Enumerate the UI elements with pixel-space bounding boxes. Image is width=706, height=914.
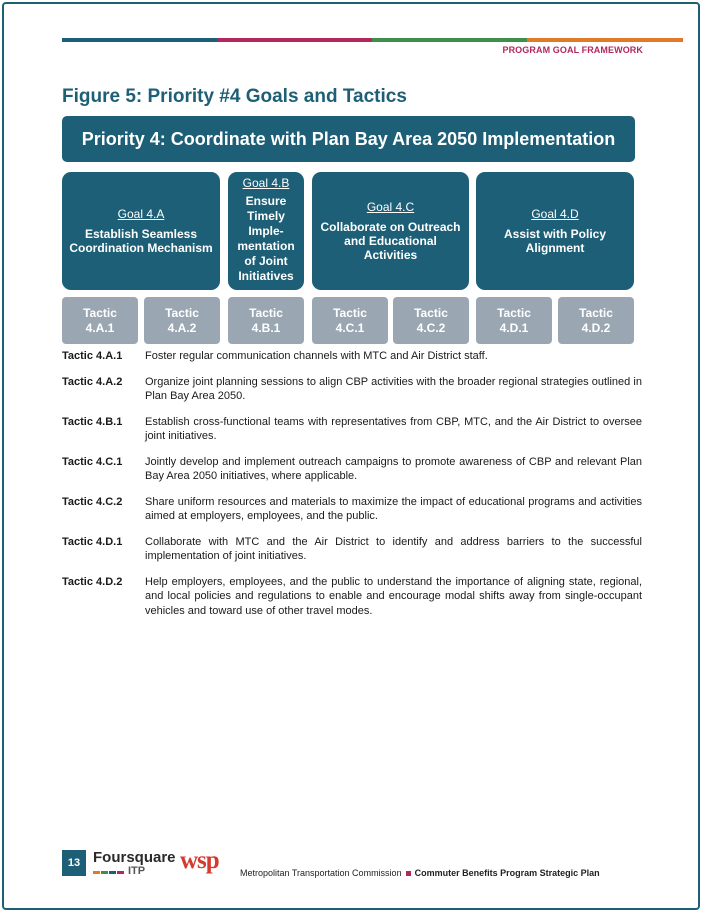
header-rule-blue (62, 38, 217, 42)
logo-itp-text: ITP (128, 865, 146, 877)
tactic-label: Tactic 4.D.2 (62, 575, 123, 588)
tactic-text: Share uniform resources and materials to maximize the impact of educational programs and activities aimed at employers, employees, and the public. (145, 495, 642, 522)
tactic-row (62, 535, 642, 564)
logo-foursquare-text: Foursquare (93, 849, 176, 866)
tactic-label: Tactic 4.A.1 (62, 350, 123, 362)
tactic-text: Organize joint planning sessions to align CBP activities with the broader regional strategies outlined in Plan Bay Area 2050. (145, 375, 642, 402)
goal-text: Establish Seamless Coordination Mechanism (69, 227, 213, 255)
footer-plan-name: Commuter Benefits Program Strategic Plan (414, 868, 600, 878)
footer-organization: Metropolitan Transportation Commission (240, 868, 402, 878)
separator-square-icon (406, 871, 411, 876)
goal-text: Collaborate on Outreach and Educational Activities (320, 220, 461, 262)
goal-label: Goal 4.D (531, 207, 579, 221)
goal-label: Goal 4.B (242, 176, 290, 190)
logo-bars-icon (93, 865, 125, 877)
page-number: 13 (62, 850, 86, 876)
tactic-label: Tactic 4.C.2 (62, 495, 123, 508)
tactic-row (62, 575, 642, 619)
tactic-row (62, 375, 642, 404)
section-label: PROGRAM GOAL FRAMEWORK (502, 45, 643, 55)
goal-text: Ensure Timely Imple- mentation of Joint Initiatives (237, 194, 295, 283)
tactic-box-4c2: Tactic 4.C.2 (393, 297, 469, 344)
tactic-text: Establish cross-functional teams with representatives from CBP, MTC, and the Air District to oversee joint initiatives. (145, 415, 642, 442)
tactic-label: Tactic 4.D.1 (62, 535, 123, 548)
tactic-box-4b1: Tactic 4.B.1 (228, 297, 304, 344)
tactic-label: Tactic 4.C.1 (62, 455, 123, 468)
goal-4b-box (228, 172, 304, 290)
priority-banner: Priority 4: Coordinate with Plan Bay Area 2050 Implementation (62, 116, 635, 162)
goal-label: Goal 4.A (117, 207, 165, 221)
tactic-box-4d1: Tactic 4.D.1 (476, 297, 552, 344)
tactic-box-4c1: Tactic 4.C.1 (312, 297, 388, 344)
header-rule-green (372, 38, 527, 42)
foursquare-itp-logo (93, 850, 176, 877)
tactic-row (62, 415, 642, 444)
tactic-text: Foster regular communication channels with MTC and Air District staff. (145, 350, 488, 362)
tactic-text: Jointly develop and implement outreach campaigns to promote awareness of CBP and relevant Plan Bay Area 2050 initiatives, where applicable. (145, 455, 642, 482)
footer-credit (240, 868, 600, 878)
tactic-text: Help employers, employees, and the public to understand the importance of aligning state, regional, and local policies and regulations to enable and encourage modal shifts away from single-occupant vehicles and toward use of other travel modes. (145, 575, 642, 617)
goal-4c-box (312, 172, 469, 290)
goal-4d-box (476, 172, 634, 290)
figure-title: Figure 5: Priority #4 Goals and Tactics (62, 86, 407, 107)
wsp-logo: wsp (180, 847, 219, 874)
tactic-label: Tactic 4.A.2 (62, 375, 123, 388)
tactic-box-4d2: Tactic 4.D.2 (558, 297, 634, 344)
tactic-label: Tactic 4.B.1 (62, 415, 123, 428)
tactic-box-4a2: Tactic 4.A.2 (144, 297, 220, 344)
tactic-row (62, 455, 642, 484)
goal-4a-box (62, 172, 220, 290)
tactic-box-4a1: Tactic 4.A.1 (62, 297, 138, 344)
header-rule-orange (527, 38, 683, 42)
tactic-row (62, 349, 642, 364)
tactics-list (62, 349, 642, 629)
tactic-text: Collaborate with MTC and the Air District to identify and address barriers to the successful implementation of joint initiatives. (145, 535, 642, 562)
header-rule-magenta (217, 38, 372, 42)
goal-text: Assist with Policy Alignment (503, 227, 607, 255)
tactic-row (62, 495, 642, 524)
goal-label: Goal 4.C (366, 200, 415, 214)
